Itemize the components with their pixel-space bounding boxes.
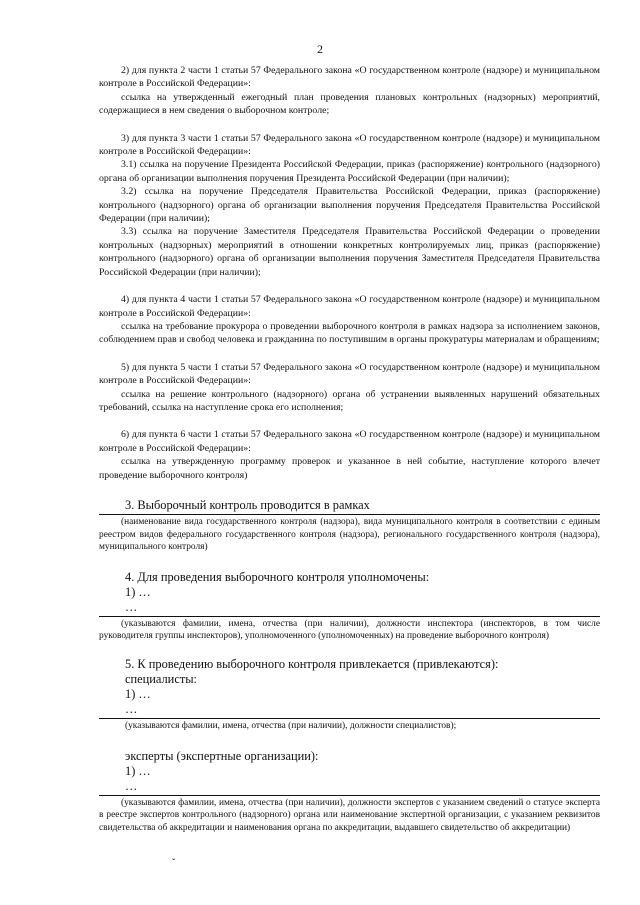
section-5-heading: 5. К проведению выборочного контроля привлекается (привлекаются): [125, 656, 499, 671]
experts-line-2: … [125, 778, 138, 793]
footer-mark: ˇ [172, 858, 176, 869]
paragraph-3-1: 3.1) ссылка на поручение Президента Российской Федерации, приказ (распоряжение) контрольного (надзорного) органа об организации выполнения поручения Президента Российской Федерации (при наличии); [99, 159, 600, 184]
paragraph-3-intro: 3) для пункта 3 части 1 статьи 57 Федерального закона «О государственном контроле (надзоре) и муниципальном контроле в Российской Федерации»: [99, 132, 600, 158]
experts-caption: (указываются фамилии, имена, отчества (при наличии), должности экспертов с указанием сведений о статусе эксперта в реестре экспертов контрольного (надзорного) органа или наименование экспертной организации, с указанием реквизитов свидетельства об аккредитации и наименования органа по аккредитации, выдавшего свидетельство об аккредитации) [99, 797, 600, 833]
section-3-heading: 3. Выборочный контроль проводится в рамках [125, 497, 370, 512]
section-4-fill-line [99, 616, 600, 617]
specialists-line-1: 1) … [125, 686, 151, 701]
section-4-heading: 4. Для проведения выборочного контроля уполномочены: [125, 569, 430, 584]
page-number: 2 [317, 42, 323, 56]
section-4-line-2: … [125, 599, 138, 614]
document-body [99, 64, 600, 834]
section-4-line-1: 1) … [125, 584, 151, 599]
experts-line-1: 1) … [125, 763, 151, 778]
specialists-line-2: … [125, 701, 138, 716]
paragraph-5-intro: 5) для пункта 5 части 1 статьи 57 Федерального закона «О государственном контроле (надзоре) и муниципальном контроле в Российской Федерации»: [99, 361, 600, 387]
experts-label: эксперты (экспертные организации): [125, 748, 319, 763]
paragraph-4-sub: ссылка на требование прокурора о проведении выборочного контроля в рамках надзора за исполнением законов, соблюдением прав и свобод человека и гражданина по поступившим в органы прокуратуры материалам и обращениям; [99, 320, 600, 346]
paragraph-5-sub: ссылка на решение контрольного (надзорного) органа об устранении выявленных нарушений обязательных требований, ссылка на наступление срока его исполнения; [99, 388, 600, 413]
specialists-label: специалисты: [125, 671, 197, 686]
paragraph-3-2: 3.2) ссылка на поручение Председателя Правительства Российской Федерации, приказ (распоряжение) контрольного (надзорного) органа об организации выполнения поручения Председателя Правительства Российской Федерации (при наличии); [99, 186, 600, 225]
specialists-fill-line [99, 718, 600, 719]
paragraph-2-sub: ссылка на утвержденный ежегодный план проведения плановых контрольных (надзорных) мероприятий, содержащиеся в нем сведения о выборочном контроле; [99, 91, 600, 117]
paragraph-6-intro: 6) для пункта 6 части 1 статьи 57 Федерального закона «О государственном контроле (надзоре) и муниципальном контроле в Российской Федерации»: [99, 429, 600, 454]
paragraph-2-intro: 2) для пункта 2 части 1 статьи 57 Федерального закона «О государственном контроле (надзоре) и муниципальном контроле в Российской Федерации»: [99, 65, 600, 90]
paragraph-3-3: 3.3) ссылка на поручение Заместителя Председателя Правительства Российской Федерации о проведении контрольных (надзорных) мероприятий в отношении конкретных контролируемых лиц, приказ (распоряжение) контрольного (надзорного) органа об организации выполнения поручения Заместителя Председателя Правительства Российской Федерации (при наличии); [99, 226, 600, 278]
specialists-caption: (указываются фамилии, имена, отчества (при наличии), должности специалистов); [125, 720, 457, 731]
section-3-fill-line [99, 514, 600, 515]
section-3-caption: (наименование вида государственного контроля (надзора), вида муниципального контроля в соответствии с единым реестром видов федерального государственного контроля (надзора), регионального государственного контроля (надзора), муниципального контроля) [99, 516, 600, 553]
paragraph-6-sub: ссылка на утвержденную программу проверок и указанное в ней событие, наступление которого влечет проведение выборочного контроля) [99, 456, 600, 481]
experts-fill-line [99, 795, 600, 796]
paragraph-4-intro: 4) для пункта 4 части 1 статьи 57 Федерального закона «О государственном контроле (надзоре) и муниципальном контроле в Российской Федерации»: [99, 294, 600, 319]
section-4-caption: (указываются фамилии, имена, отчества (при наличии), должности инспектора (инспекторов, в том числе руководителя группы инспекторов), уполномоченного (уполномоченных) на проведение выборочного контроля) [99, 618, 600, 642]
